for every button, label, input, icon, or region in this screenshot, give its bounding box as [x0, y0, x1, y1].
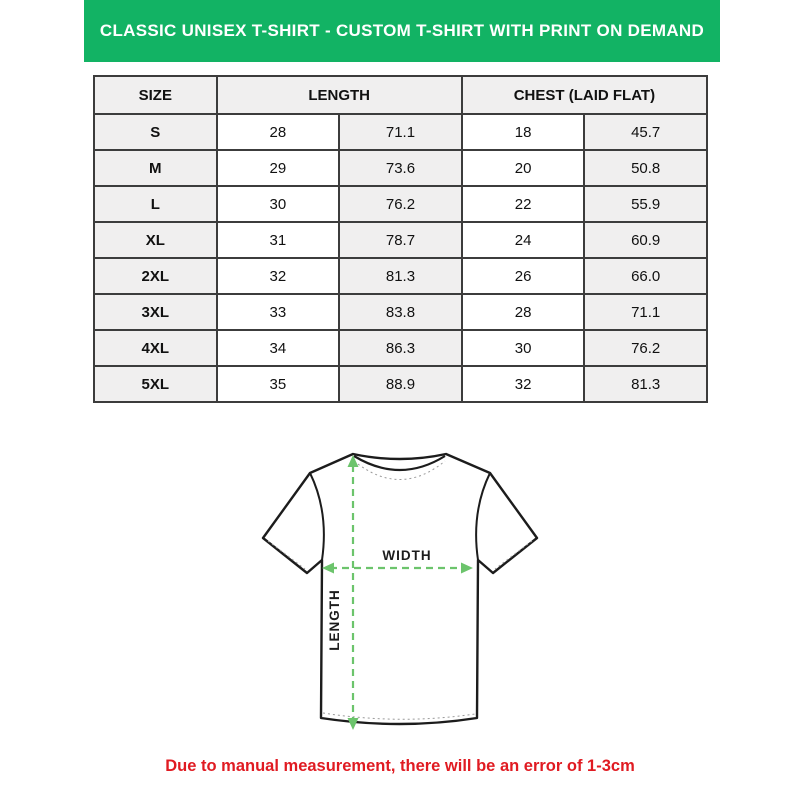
chest-in: 18: [462, 114, 585, 150]
chest-in: 30: [462, 330, 585, 366]
length-cm: 81.3: [339, 258, 462, 294]
chest-in: 24: [462, 222, 585, 258]
table-row: [94, 258, 707, 294]
chest-cm: 50.8: [584, 150, 707, 186]
table-row: [94, 222, 707, 258]
chest-cm: 60.9: [584, 222, 707, 258]
length-in: 31: [217, 222, 340, 258]
chest-in: 22: [462, 186, 585, 222]
size-label: 4XL: [94, 330, 217, 366]
size-label: L: [94, 186, 217, 222]
col-header-chest: CHEST (LAID FLAT): [462, 76, 707, 114]
chest-cm: 71.1: [584, 294, 707, 330]
size-label: M: [94, 150, 217, 186]
size-label: 2XL: [94, 258, 217, 294]
table-row: [94, 114, 707, 150]
chest-in: 26: [462, 258, 585, 294]
size-chart-section: [93, 75, 708, 403]
table-row: [94, 294, 707, 330]
chest-cm: 81.3: [584, 366, 707, 402]
length-cm: 76.2: [339, 186, 462, 222]
length-cm: 78.7: [339, 222, 462, 258]
title-banner: [84, 0, 720, 62]
col-header-size: SIZE: [94, 76, 217, 114]
size-label: 5XL: [94, 366, 217, 402]
length-cm: 73.6: [339, 150, 462, 186]
chest-cm: 55.9: [584, 186, 707, 222]
table-row: [94, 366, 707, 402]
size-chart-table: [93, 75, 708, 403]
table-row: [94, 150, 707, 186]
table-row: [94, 186, 707, 222]
length-cm: 71.1: [339, 114, 462, 150]
length-in: 29: [217, 150, 340, 186]
chest-in: 20: [462, 150, 585, 186]
size-label: XL: [94, 222, 217, 258]
table-row: [94, 330, 707, 366]
tshirt-outline-icon: [263, 454, 537, 724]
length-in: 32: [217, 258, 340, 294]
chest-cm: 45.7: [584, 114, 707, 150]
chest-cm: 76.2: [584, 330, 707, 366]
length-in: 28: [217, 114, 340, 150]
size-label: S: [94, 114, 217, 150]
tshirt-measurement-diagram: [245, 440, 555, 755]
length-in: 30: [217, 186, 340, 222]
length-in: 35: [217, 366, 340, 402]
chest-cm: 66.0: [584, 258, 707, 294]
length-in: 33: [217, 294, 340, 330]
length-arrowhead-bottom: [348, 718, 359, 730]
chest-in: 32: [462, 366, 585, 402]
measurement-disclaimer: Due to manual measurement, there will be an error of 1-3cm: [165, 757, 635, 775]
size-label: 3XL: [94, 294, 217, 330]
length-cm: 86.3: [339, 330, 462, 366]
length-label: LENGTH: [327, 589, 342, 651]
header-row: [94, 76, 707, 114]
width-label: WIDTH: [382, 548, 432, 563]
length-cm: 88.9: [339, 366, 462, 402]
length-in: 34: [217, 330, 340, 366]
length-cm: 83.8: [339, 294, 462, 330]
col-header-length: LENGTH: [217, 76, 462, 114]
chest-in: 28: [462, 294, 585, 330]
page-title: CLASSIC UNISEX T-SHIRT - CUSTOM T-SHIRT WITH PRINT ON DEMAND: [99, 21, 705, 40]
